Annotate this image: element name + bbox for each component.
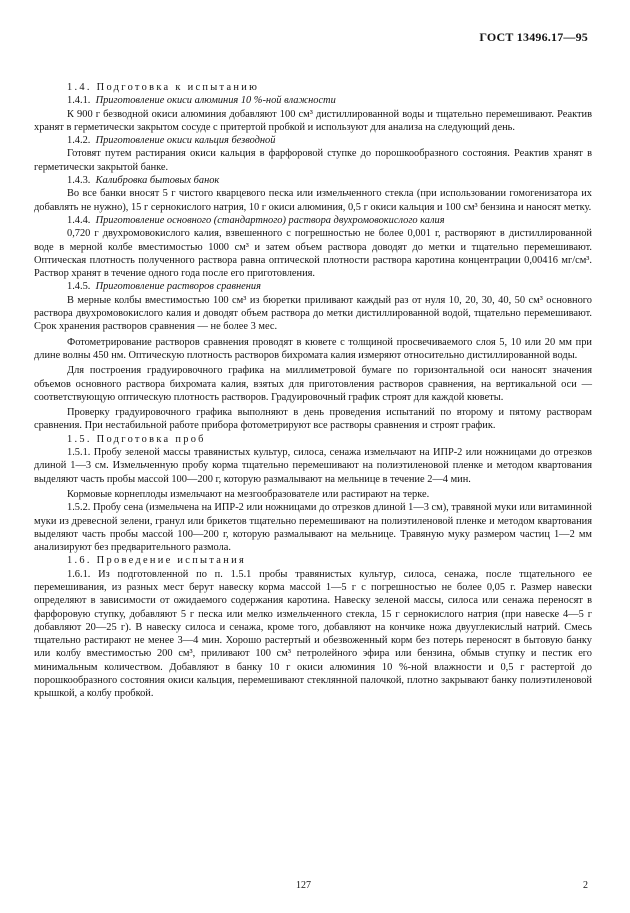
clause-title: Приготовление окиси кальция безводной (95, 135, 276, 147)
clause-number: 1.4.4. (67, 214, 91, 226)
clause-number: 1.4.3. (67, 175, 91, 187)
subsection-heading-1-4-4 (34, 214, 592, 227)
paragraph: 1.6.1. Из подготовленной по п. 1.5.1 пробы травянистых культур, силоса, сенажа, после тщательного ее перемешивания, из разных мест берут навеску корма массой 1—5 г с погрешностью не более 0,05 г. Размер навески определяют в зависимости от ожидаемого содержания каротина. Навеску зеленой массы, силоса или сенажа переносят в фарфоровую ступку, добавляют 5 г песка или мелко измельченного стекла, 15 г сернокислого натрия (при навеске 4—5 г добавляют 20—25 г). В навеску силоса и сенажа, кроме того, добавляют на кончике ножа двууглекислый натрий. Смесь тщательно растирают не менее 3—4 мин. Хорошо растертый и обезвоженный корм без потерь переносят в бытовую банку или колбу вместимостью 200 см³, приливают 100 см³ петролейного эфира или бензина, обмыв ступку и пестик его минимальным количеством. Добавляют в банку 10 г окиси алюминия 10 %-ной влажности и 0,5 г растертой до порошкообразного состояния окиси кальция, перемешивают стеклянной палочкой, плотно закрывают банку полиэтиленовой крышкой, а колбу пробкой. (34, 568, 592, 700)
sheet-number: 2 (583, 880, 588, 891)
section-heading-1-5: 1.5. Подготовка проб (67, 433, 206, 445)
page-number: 127 (296, 880, 311, 891)
subsection-heading-1-4-3 (34, 174, 592, 187)
section-heading-1-4: 1.4. Подготовка к испытанию (67, 82, 260, 93)
paragraph: Фотометрирование растворов сравнения проводят в кювете с толщиной просвечиваемого слоя 5, 10 или 20 мм при длине волны 450 нм. Оптическую плотность растворов бихромата калия измеряют относительно дистиллированной воды. (34, 336, 592, 361)
clause-title: Приготовление растворов сравнения (95, 281, 261, 293)
paragraph: Кормовые корнеплоды измельчают на мезгообразователе или растирают на терке. (67, 488, 430, 500)
paragraph: 0,720 г двухромовокислого калия, взвешенного с погрешностью не более 0,001 г, растворяют в дистиллированной воде в мерной колбе вместимостью 1000 см³ и затем объем раствора доводят до метки и тщательно перемешивают. Оптическая плотность полученного раствора равна оптической плотности раствора каротина концентрации 0,00416 мг/см³. Раствор хранят в течение одного года после его приготовления. (34, 228, 592, 280)
paragraph: Для построения градуировочного графика на миллиметровой бумаге по горизонтальной оси наносят значения объемов основного раствора бихромата калия, взятых для приготовления растворов сравнения, на вертикальной оси — соответствующую оптическую плотность растворов. Градуировочный график строят для каждой кюветы. (34, 365, 592, 403)
standard-designation: ГОСТ 13496.17—95 (479, 30, 588, 44)
section-heading-1-6: 1.6. Проведение испытания (67, 555, 247, 567)
document-body (34, 81, 592, 701)
clause-number: 1.4.5. (67, 281, 91, 293)
clause-title: Приготовление основного (стандартного) раствора двухромовокислого калия (95, 214, 445, 226)
clause-title: Приготовление окиси алюминия 10 %-ной влажности (95, 95, 336, 107)
paragraph: К 900 г безводной окиси алюминия добавляют 100 см³ дистиллированной воды и тщательно перемешивают. Реактив хранят в герметически закрытом сосуде с притертой пробкой и используют для анализа на следующий день. (34, 108, 592, 133)
paragraph: 1.5.1. Пробу зеленой массы травянистых культур, силоса, сенажа измельчают на ИПР-2 или ножницами до отрезков длиной 1—3 см. Измельченную пробу корма тщательно перемешивают на полиэтиленовой пленке и методом квартования выделяют часть пробы массой 100—200 г, которую размалывают на мельнице в течение 2—4 мин. (34, 447, 592, 485)
clause-number: 1.4.1. (67, 95, 91, 107)
paragraph: 1.5.2. Пробу сена (измельчена на ИПР-2 или ножницами до отрезков длиной 1—3 см), травяной муки или витаминной муки из древесной зелени, гранул или брикетов тщательно перемешивают на полиэтиленовой пленке и методом квартования выделяют часть пробы массой 100—200 г, которую размалывают на мельнице. Травяную муку размером частиц 1—2 мм анализируют без предварительного размола. (34, 502, 592, 554)
subsection-heading-1-4-2 (34, 134, 592, 147)
subsection-heading-1-4-1 (34, 94, 592, 107)
clause-number: 1.4.2. (67, 135, 91, 147)
paragraph: Во все банки вносят 5 г чистого кварцевого песка или измельченного стекла (при использовании гомогенизатора их добавлять не нужно), 15 г сернокислого натрия, 10 г окиси алюминия, 0,5 г окиси кальция и 100 см³ бензина и наносят метку. (34, 188, 592, 213)
clause-title: Калибровка бытовых банок (95, 175, 220, 187)
paragraph: Проверку градуировочного графика выполняют в день проведения испытаний по второму и пятому растворам сравнения. При нестабильной работе прибора фотометрируют все растворы сравнения и строят график. (34, 407, 592, 432)
paragraph: В мерные колбы вместимостью 100 см³ из бюретки приливают каждый раз от нуля 10, 20, 30, 40, 50 см³ основного раствора двухромовокислого калия и доводят объем раствора до метки дистиллированной водой, тщательно перемешивают. Срок хранения растворов сравнения — не более 3 мес. (34, 294, 592, 333)
paragraph: Готовят путем растирания окиси кальция в фарфоровой ступке до порошкообразного состояния. Реактив хранят в герметически закрытой банке. (34, 148, 592, 173)
subsection-heading-1-4-5 (34, 280, 592, 293)
